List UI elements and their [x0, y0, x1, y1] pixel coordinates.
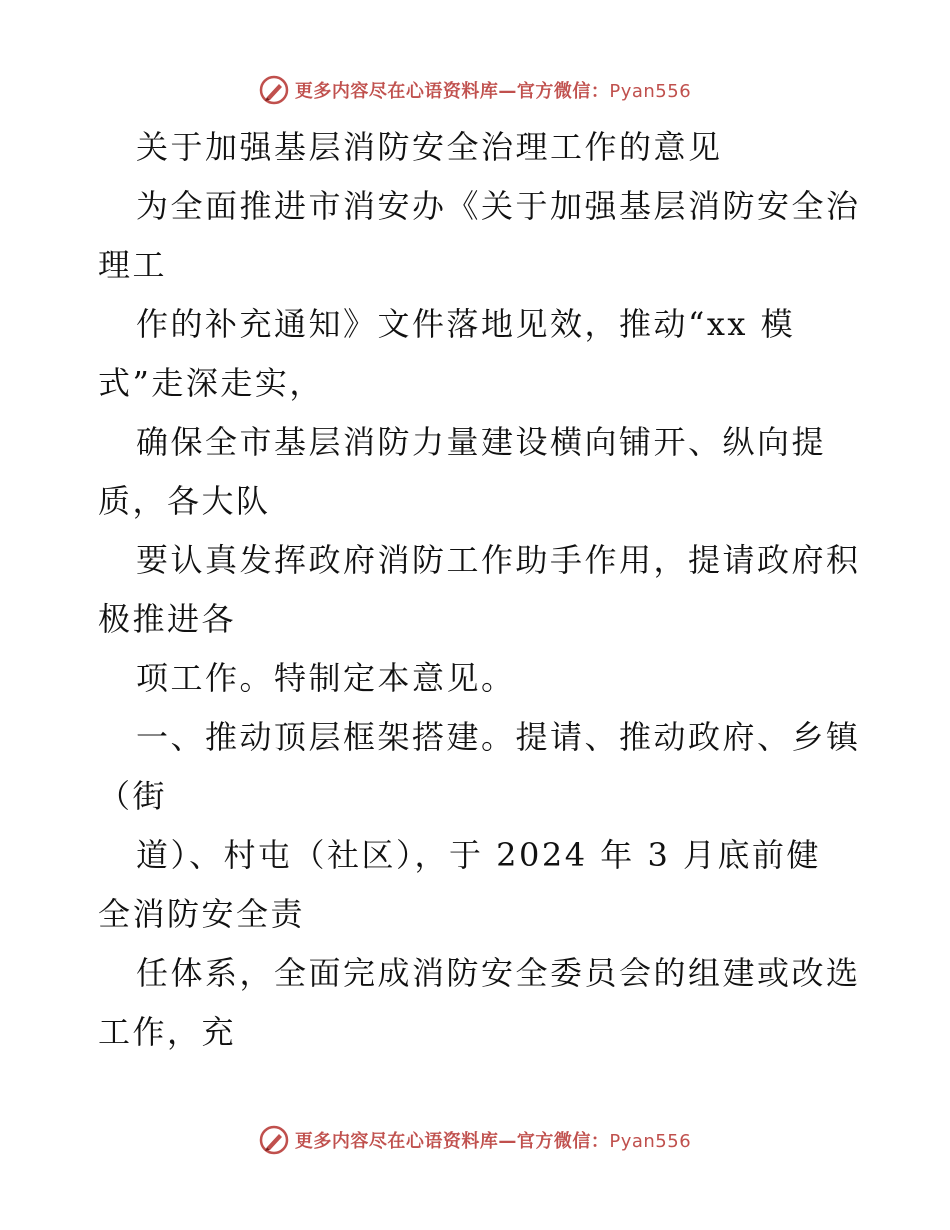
text-line: 项工作。特制定本意见。 — [136, 659, 516, 697]
text-line: 质，各大队 — [98, 482, 271, 520]
text-line: 为全面推进市消安办《关于加强基层消防安全治 — [136, 187, 861, 225]
text-line: 确保全市基层消防力量建设横向铺开、纵向提 — [136, 423, 827, 461]
watermark-banner-bottom — [0, 1120, 950, 1160]
text-line: 工作，充 — [98, 1013, 237, 1051]
text-line: 极推进各 — [98, 600, 237, 638]
text-line: 关于加强基层消防安全治理工作的意见 — [136, 128, 723, 166]
text-line: 式”走深走实， — [98, 364, 324, 402]
watermark-banner-top — [0, 70, 950, 110]
text-line: 一、推动顶层框架搭建。提请、推动政府、乡镇 — [136, 718, 861, 756]
text-line: 要认真发挥政府消防工作助手作用，提请政府积 — [136, 541, 861, 579]
document-body — [98, 118, 861, 1062]
text-line: 任体系，全面完成消防安全委员会的组建或改选 — [136, 954, 861, 992]
watermark-text: 更多内容尽在心语资料库—官方微信：Pyan556 — [294, 1131, 692, 1152]
text-line: 全消防安全责 — [98, 895, 306, 933]
watermark-text: 更多内容尽在心语资料库—官方微信：Pyan556 — [294, 81, 692, 102]
text-line: （街 — [98, 777, 168, 815]
pen-logo-icon — [259, 1125, 289, 1155]
text-line: 作的补充通知》文件落地见效，推动“xx 模 — [136, 305, 796, 343]
pen-logo-icon — [259, 75, 289, 105]
text-line: 道）、村屯（社区），于 2024 年 3 月底前健 — [136, 836, 821, 874]
text-line: 理工 — [98, 246, 168, 284]
